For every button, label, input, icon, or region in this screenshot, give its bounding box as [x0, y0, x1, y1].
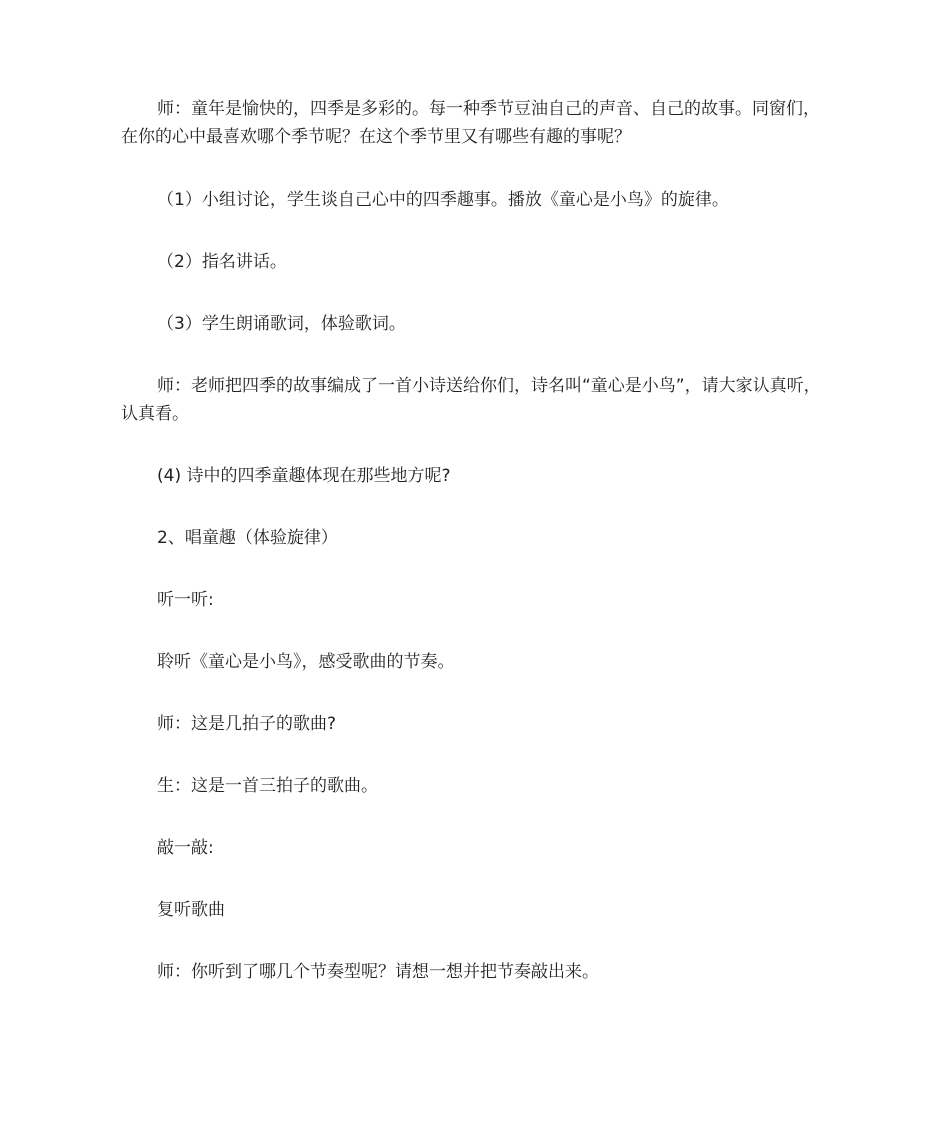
paragraph-teacher-question-beat: 师：这是几拍子的歌曲? [157, 714, 337, 734]
subheading-tap: 敲一敲: [157, 838, 214, 858]
paragraph-teacher-poem: 师：老师把四季的故事编成了一首小诗送给你们，诗名叫“童心是小鸟”，请大家认真听，认真看。 [121, 376, 821, 424]
paragraph-teacher-intro: 师：童年是愉快的，四季是多彩的。每一种季节豆油自己的声音、自己的故事。同窗们，在你的心中最喜欢哪个季节呢？在这个季节里又有哪些有趣的事呢？ [121, 99, 820, 147]
section-heading-sing: 2、唱童趣（体验旋律） [157, 528, 338, 548]
paragraph-student-answer: 生：这是一首三拍子的歌曲。 [157, 776, 378, 796]
paragraph-group-discussion: （1）小组讨论，学生谈自己心中的四季趣事。播放《童心是小鸟》的旋律。 [157, 190, 729, 210]
paragraph-relisten: 复听歌曲 [157, 900, 225, 920]
paragraph-name-speak: （2）指名讲话。 [157, 252, 287, 272]
subheading-listen: 听一听: [157, 590, 214, 610]
paragraph-teacher-rhythm: 师：你听到了哪几个节奏型呢？请想一想并把节奏敲出来。 [157, 962, 599, 982]
paragraph-question-four-seasons: (4) 诗中的四季童趣体现在那些地方呢? [157, 466, 451, 486]
paragraph-recite-lyrics: （3）学生朗诵歌词，体验歌词。 [157, 314, 406, 334]
paragraph-listen-song: 聆听《童心是小鸟》，感受歌曲的节奏。 [157, 652, 455, 672]
